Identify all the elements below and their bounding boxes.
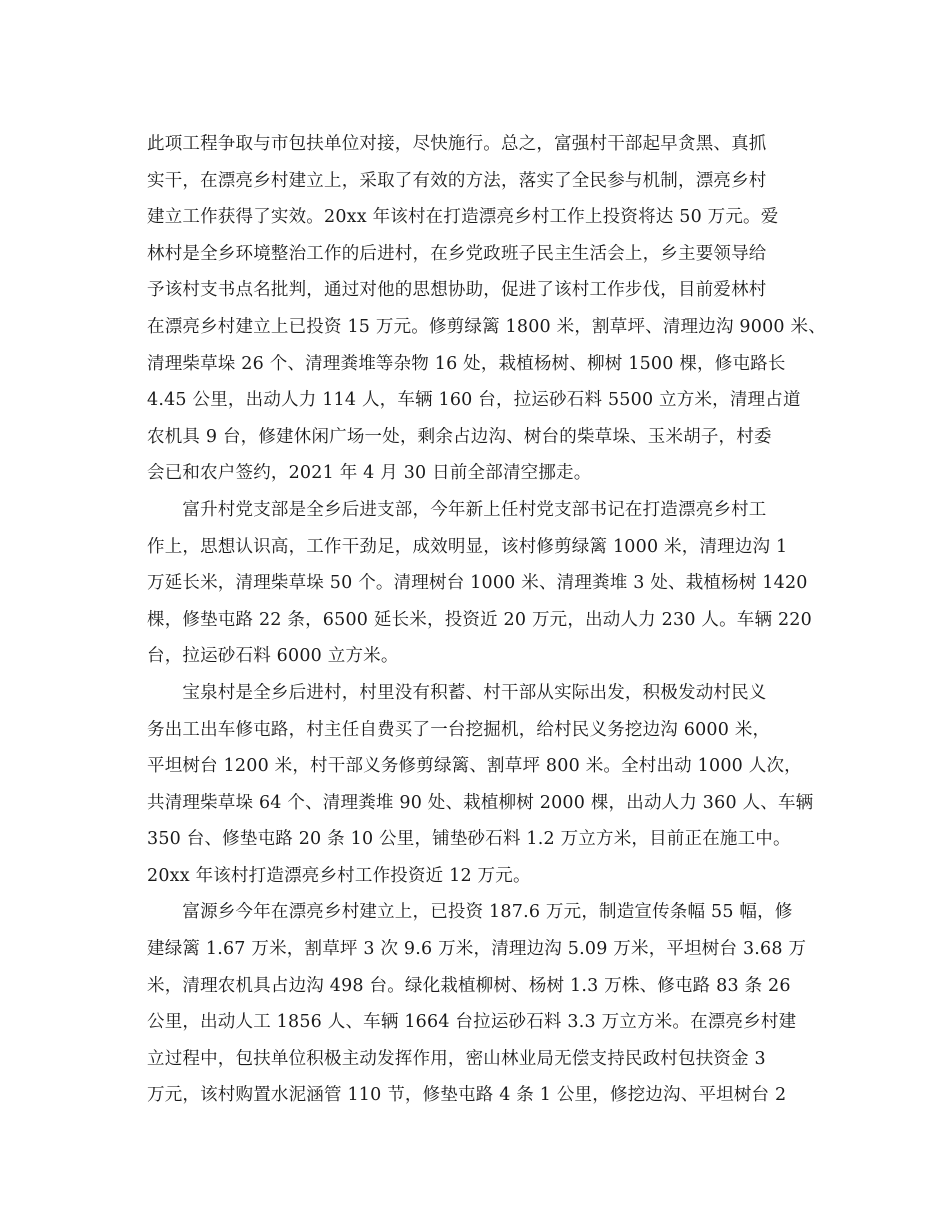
text-line: 立过程中，包扶单位积极主动发挥作用，密山林业局无偿支持民政村包扶资金 3 bbox=[147, 1048, 766, 1069]
text-line: 清理柴草垛 26 个、清理粪堆等杂物 16 处，栽植杨树、柳树 1500 棵，修屯路长 bbox=[147, 353, 786, 374]
text-line: 建立工作获得了实效。20xx 年该村在打造漂亮乡村工作上投资将达 50 万元。爱 bbox=[147, 207, 779, 228]
text-line: 富升村党支部是全乡后进支部，今年新上任村党支部书记在打造漂亮乡村工 bbox=[147, 499, 767, 520]
text-line: 务出工出车修屯路，村主任自费买了一台挖掘机，给村民义务挖边沟 6000 米， bbox=[147, 719, 771, 740]
text-line: 此项工程争取与市包扶单位对接，尽快施行。总之，富强村干部起早贪黑、真抓 bbox=[147, 134, 767, 154]
text-line: 建绿篱 1.67 万米，割草坪 3 次 9.6 万米，清理边沟 5.09 万米，平坦树台 3.68 万 bbox=[147, 939, 807, 960]
text-line: 农机具 9 台，修建休闲广场一处，剩余占边沟、树台的柴草垛、玉米胡子，村委 bbox=[147, 426, 772, 447]
text-line: 作上，思想认识高，工作干劲足，成效明显，该村修剪绿篱 1000 米，清理边沟 1 bbox=[147, 536, 788, 557]
text-line: 4.45 公里，出动人力 114 人，车辆 160 台，拉运砂石料 5500 立方米，清理占道 bbox=[147, 390, 801, 411]
text-line: 万延长米，清理柴草垛 50 个。清理树台 1000 米、清理粪堆 3 处、栽植杨树 1420 bbox=[147, 573, 808, 594]
text-line: 平坦树台 1200 米，村干部义务修剪绿篱、割草坪 800 米。全村出动 1000 人次， bbox=[147, 756, 802, 777]
text-line: 350 台、修垫屯路 20 条 10 公里，铺垫砂石料 1.2 万立方米，目前正在施工中。 bbox=[147, 829, 791, 850]
text-line: 富源乡今年在漂亮乡村建立上，已投资 187.6 万元，制造宣传条幅 55 幅，修 bbox=[147, 902, 793, 923]
text-line: 实干，在漂亮乡村建立上，采取了有效的方法，落实了全民参与机制，漂亮乡村 bbox=[147, 170, 767, 191]
text-line: 台，拉运砂石料 6000 立方米。 bbox=[147, 646, 399, 667]
text-line: 20xx 年该村打造漂亮乡村工作投资近 12 万元。 bbox=[147, 865, 531, 886]
text-line: 公里，出动人工 1856 人、车辆 1664 台拉运砂石料 3.3 万立方米。在漂亮乡村建 bbox=[147, 1012, 797, 1033]
text-line: 会已和农户签约，2021 年 4 月 30 日前全部清空挪走。 bbox=[147, 463, 592, 484]
text-line: 米，清理农机具占边沟 498 台。绿化栽植柳树、杨树 1.3 万株、修屯路 83 条 26 bbox=[147, 975, 791, 996]
text-line: 共清理柴草垛 64 个、清理粪堆 90 处、栽植柳树 2000 棵，出动人力 360 人、车辆 bbox=[147, 792, 814, 813]
text-line: 在漂亮乡村建立上已投资 15 万元。修剪绿篱 1800 米，割草坪、清理边沟 9000 米、 bbox=[147, 316, 826, 337]
text-line: 万元，该村购置水泥涵管 110 节，修垫屯路 4 条 1 公里，修挖边沟、平坦树台 2 bbox=[147, 1085, 787, 1106]
text-line: 予该村支书点名批判，通过对他的思想协助，促进了该村工作步伐，目前爱林村 bbox=[147, 280, 767, 301]
text-line: 棵，修垫屯路 22 条，6500 延长米，投资近 20 万元，出动人力 230 人。车辆 220 bbox=[147, 609, 812, 630]
text-line: 宝泉村是全乡后进村，村里没有积蓄、村干部从实际出发，积极发动村民义 bbox=[147, 682, 767, 703]
body-text bbox=[147, 126, 826, 1114]
text-line: 林村是全乡环境整治工作的后进村，在乡党政班子民主生活会上，乡主要领导给 bbox=[147, 243, 767, 264]
